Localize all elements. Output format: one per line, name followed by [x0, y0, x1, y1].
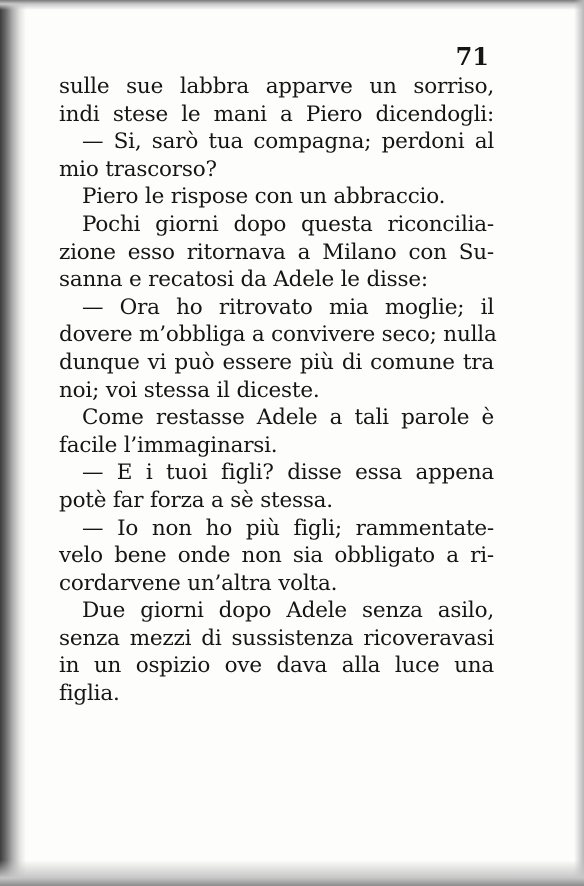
text-line: sanna e recatosi da Adele le disse: — [59, 267, 428, 293]
top-edge-shadow — [0, 0, 584, 10]
text-line: mio trascorso? — [59, 156, 217, 182]
text-line: dovere m’obbliga a convivere seco; nulla — [59, 322, 497, 348]
text-line: cordarvene un’altra volta. — [59, 570, 338, 596]
text-line: indi stese le mani a Piero dicendogli: — [59, 101, 494, 127]
text-line: — Ora ho ritrovato mia moglie; il — [82, 294, 494, 320]
text-line: — Io non ho più figli; rammentate- — [82, 515, 494, 541]
text-line: facile l’immaginarsi. — [59, 432, 278, 458]
text-line: Pochi giorni dopo questa riconcilia- — [82, 211, 494, 237]
text-line: dunque vi può essere più di comune tra — [59, 349, 494, 375]
text-line: Come restasse Adele a tali parole è — [82, 405, 494, 431]
text-line: potè far forza a sè stessa. — [59, 487, 333, 513]
text-line: in un ospizio ove dava alla luce una — [59, 653, 494, 679]
text-line: Piero le rispose con un abbraccio. — [82, 184, 446, 210]
body-text — [59, 73, 497, 708]
text-line: Due giorni dopo Adele senza asilo, — [82, 598, 494, 624]
text-line: — Si, sarò tua compagna; perdoni al — [82, 129, 494, 155]
bottom-edge-shadow — [0, 860, 584, 886]
page-number: 71 — [455, 42, 489, 71]
text-line: zione esso ritornava a Milano con Su- — [59, 239, 494, 265]
text-line: velo bene onde non sia obbligato a ri- — [59, 543, 494, 569]
text-line: sulle sue labbra apparve un sorriso, — [59, 74, 494, 99]
text-line: figlia. — [59, 681, 120, 707]
text-line: noi; voi stessa il diceste. — [59, 377, 320, 403]
right-edge-shadow — [574, 0, 584, 886]
text-line: — E i tuoi figli? disse essa appena — [82, 460, 494, 486]
binding-shadow — [0, 0, 26, 886]
text-line: senza mezzi di sussistenza ricoveravasi — [59, 625, 494, 651]
